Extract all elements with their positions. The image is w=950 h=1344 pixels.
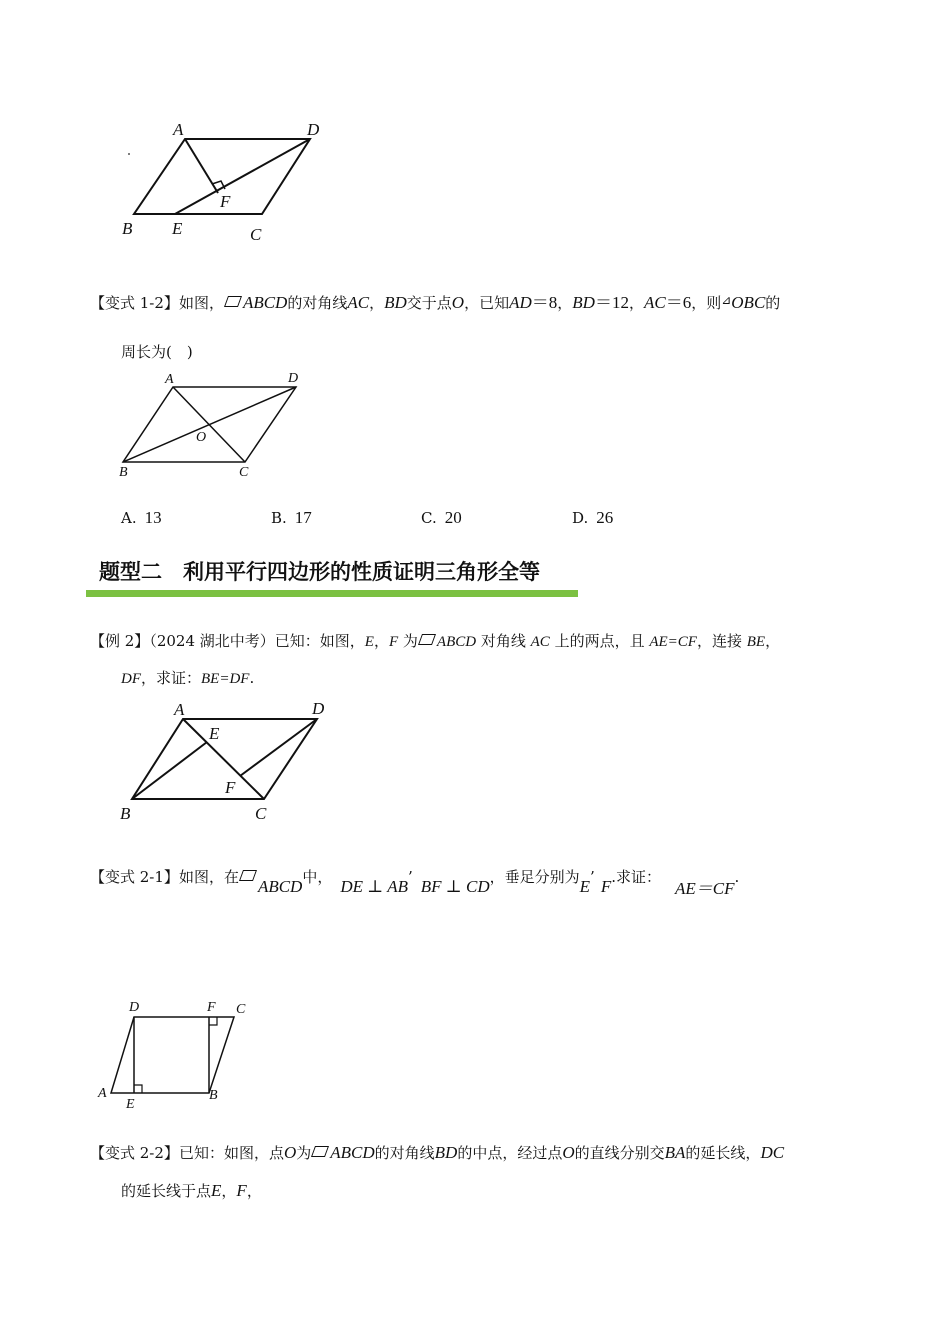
section-underline bbox=[86, 590, 578, 597]
example-2-tag: 【例 2】 bbox=[90, 632, 150, 650]
parallelogram-abcd bbox=[111, 1017, 234, 1093]
label-a: A bbox=[165, 372, 174, 387]
label-c: C bbox=[239, 465, 249, 480]
label-c: C bbox=[236, 1002, 246, 1017]
label-f: F bbox=[207, 1000, 216, 1015]
label-e: E bbox=[209, 724, 220, 743]
segment-df bbox=[240, 719, 317, 776]
variant-1-2-tag: 【变式 1-2】 bbox=[90, 294, 179, 312]
label-a: A bbox=[173, 120, 184, 139]
figure-parallelogram-1 bbox=[110, 110, 350, 250]
option-a[interactable]: A. 13 bbox=[121, 508, 162, 527]
variant-2-1-tag: 【变式 2-1】 bbox=[90, 868, 179, 886]
label-e: E bbox=[172, 219, 183, 238]
label-d: D bbox=[312, 699, 325, 718]
option-c[interactable]: C. 20 bbox=[421, 508, 462, 527]
label-o: O bbox=[196, 430, 207, 445]
label-d: D bbox=[129, 1000, 140, 1015]
label-f: F bbox=[220, 192, 231, 211]
example-2-line2: DF，求证：BE=DF. bbox=[121, 669, 255, 687]
label-e: E bbox=[126, 1097, 135, 1112]
stray-dot bbox=[128, 153, 130, 155]
section-heading: 题型二 利用平行四边形的性质证明三角形全等 bbox=[99, 560, 540, 584]
diagonal-ac bbox=[183, 719, 264, 799]
segment-de bbox=[175, 139, 310, 214]
variant-2-1-line: 【变式 2-1】如图，在 ABCD中， DE ⊥ AB’ BF ⊥ CD，垂足分别为E’ F.求证：AE＝CF. bbox=[90, 868, 740, 898]
label-d: D bbox=[288, 371, 299, 386]
segment-af bbox=[185, 139, 218, 193]
variant-1-2-line1: 【变式 1-2】如图， ABCD的对角线AC，BD交于点O，已知AD＝8，BD＝12，AC＝6，则⊿OBC的 bbox=[90, 293, 781, 312]
triangle-symbol: ⊿ bbox=[721, 293, 732, 307]
example-2-line1: 【例 2】（2024 湖北中考）已知：如图，E，F 为 ABCD 对角线 AC 上的两点，且 AE=CF，连接 BE， bbox=[90, 632, 781, 650]
variant-2-2-line1: 【变式 2-2】已知：如图，点O为 ABCD的对角线BD的中点，经过点O的直线分别交BA的延长线，DC bbox=[90, 1143, 785, 1162]
variant-2-2-tag: 【变式 2-2】 bbox=[90, 1144, 179, 1162]
variant-2-2-line2: 的延长线于点E，F， bbox=[121, 1181, 262, 1200]
variant-1-2-line2: 周长为( ) bbox=[121, 343, 193, 361]
parallelogram-symbol bbox=[224, 296, 242, 307]
parallelogram-symbol bbox=[311, 1146, 329, 1157]
right-angle-mark-e bbox=[134, 1085, 142, 1093]
figure-parallelogram-4 bbox=[92, 995, 267, 1115]
label-f: F bbox=[225, 778, 236, 797]
parallelogram-symbol bbox=[418, 634, 436, 645]
label-b: B bbox=[209, 1088, 218, 1103]
figure-parallelogram-3 bbox=[110, 695, 340, 825]
option-b[interactable]: B. 17 bbox=[271, 508, 312, 527]
label-a: A bbox=[174, 700, 185, 719]
label-b: B bbox=[119, 465, 128, 480]
label-b: B bbox=[120, 804, 131, 823]
figure-parallelogram-2 bbox=[110, 366, 330, 484]
label-d: D bbox=[307, 120, 320, 139]
label-c: C bbox=[255, 804, 267, 823]
parallelogram-symbol bbox=[239, 870, 257, 881]
label-b: B bbox=[122, 219, 133, 238]
label-c: C bbox=[250, 225, 262, 244]
option-d[interactable]: D. 26 bbox=[572, 508, 614, 527]
right-angle-mark-f bbox=[209, 1017, 217, 1025]
label-a: A bbox=[98, 1086, 107, 1101]
segment-be bbox=[132, 742, 207, 799]
